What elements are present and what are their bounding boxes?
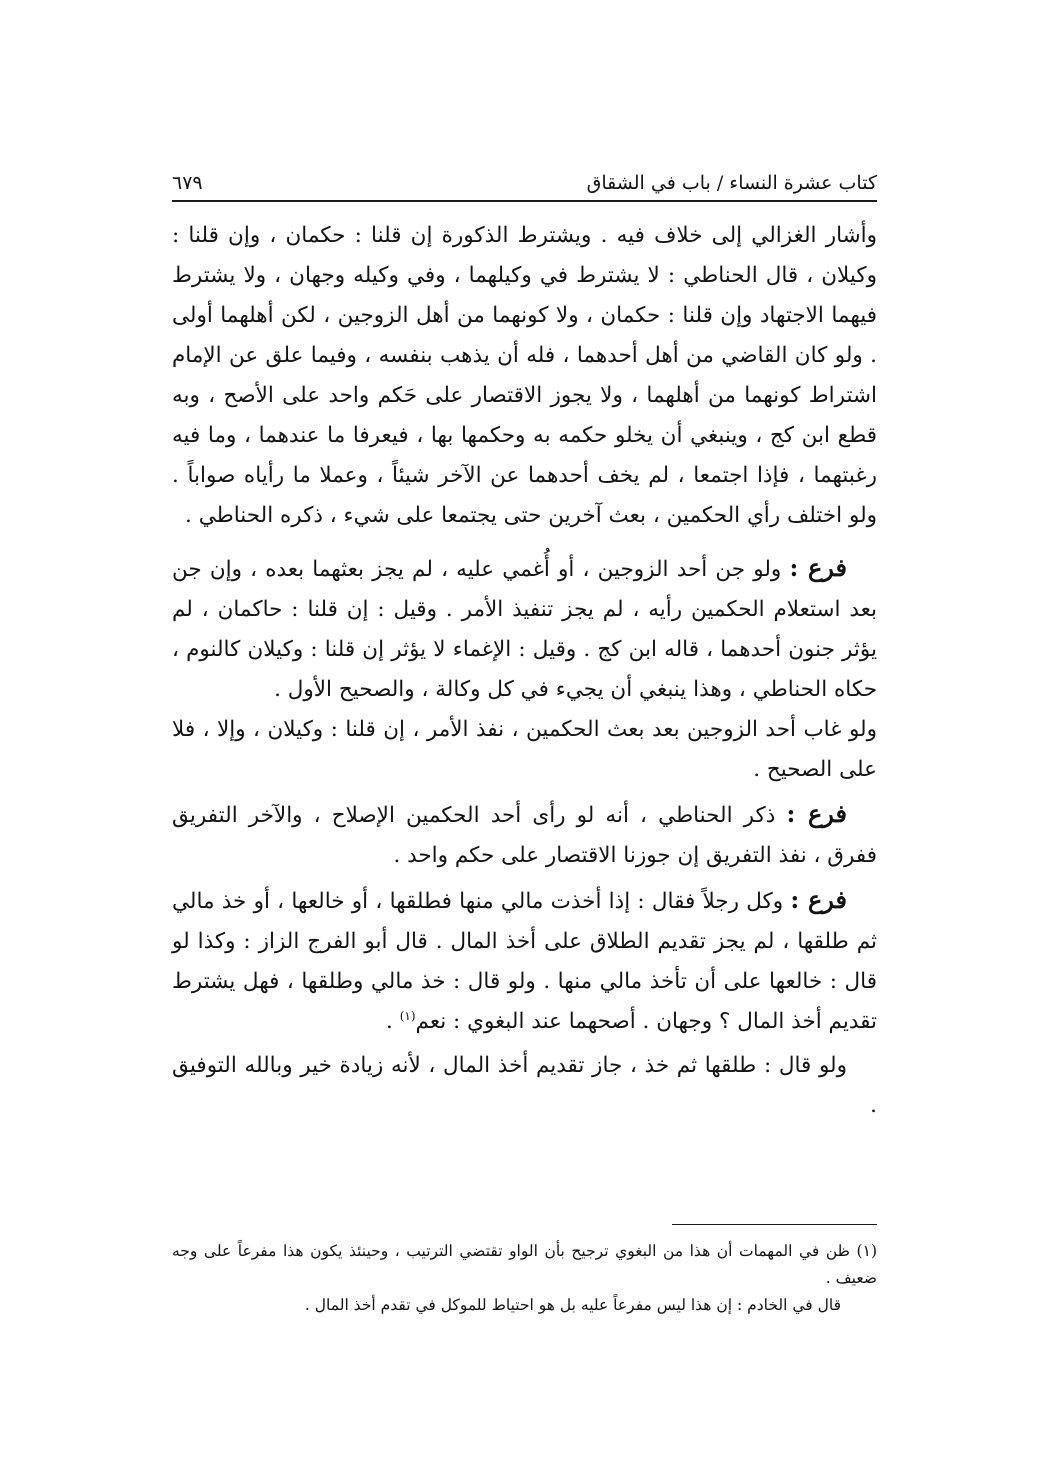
paragraph-text: ولو قال : طلقها ثم خذ ، جاز تقديم أخذ المال ، لأنه زيادة خير وبالله التوفيق . — [172, 1053, 877, 1118]
paragraph-text: وأشار الغزالي إلى خلاف فيه . ويشترط الذكورة إن قلنا : حكمان ، وإن قلنا : وكيلان ، قال الحناطي : لا يشترط في وكيلهما ، وفي وكيله وجهان ، ولا يشترط فيهما الاجتهاد وإن قلنا : حكمان ، ولا كونهما من أهل الزوجين ، لكن أهلهما أولى . ولو كان القاضي من أهل أحدهما ، فله أن يذهب بنفسه ، وفيما علق عن الإمام اشتراط كونهما من أهلهما ، ولا يجوز الاقتصار على حَكم واحد على الأصح ، وبه قطع ابن كج ، وينبغي أن يخلو حكمه به وحكمها بها ، فيعرفا ما عندهما ، وما فيه رغبتهما ، فإذا اجتمعا ، لم يخف أحدهما عن الآخر شيئاً ، وعملا ما رأياه صواباً . ولو اختلف رأي الحكمين ، بعث آخرين حتى يجتمعا على شيء ، ذكره الحناطي . — [172, 223, 877, 528]
footnotes — [172, 1238, 877, 1319]
footnote-rule — [672, 1224, 877, 1225]
section-keyword: فرع : — [786, 799, 847, 828]
paragraph-3 — [172, 710, 877, 790]
footnote-marker[interactable]: (١) — [399, 1008, 416, 1023]
footnote-1-continued: قال في الخادم : إن هذا ليس مفرعاً عليه بل هو احتياط للموكل في تقدم أخذ المال . — [304, 1296, 841, 1314]
page-number: ٦٧٩ — [172, 172, 203, 194]
paragraph-text: ولو جن أحد الزوجين ، أو أُغمي عليه ، لم يجز بعثهما بعده ، وإن جن بعد استعلام الحكمين رأيه ، لم يجز تنفيذ الأمر . وقيل : إن قلنا : حاكمان ، لم يؤثر جنون أحدهما ، قاله ابن كج . وقيل : الإغماء لا يؤثر إن قلنا : وكيلان كالنوم ، حكاه الحناطي ، وهذا ينبغي أن يجيء في كل وكالة ، والصحيح الأول . — [172, 557, 877, 702]
section-keyword: فرع : — [790, 885, 847, 914]
paragraph-1 — [172, 216, 877, 536]
header-rule — [172, 200, 877, 202]
main-text — [172, 216, 877, 1126]
section-keyword: فرع : — [789, 553, 848, 582]
paragraph-text: ولو غاب أحد الزوجين بعد بعث الحكمين ، نفذ الأمر ، إن قلنا : وكيلان ، وإلا ، فلا على الصحيح . — [172, 717, 877, 782]
paragraph-2 — [172, 548, 877, 710]
chapter-title: كتاب عشرة النساء / باب في الشقاق — [586, 172, 877, 194]
paragraph-4 — [172, 794, 877, 876]
running-header — [172, 158, 877, 194]
paragraph-tail: . — [386, 1009, 400, 1034]
paragraph-text: ذكر الحناطي ، أنه لو رأى أحد الحكمين الإصلاح ، والآخر التفريق ففرق ، نفذ التفريق إن جوزنا الاقتصار على حكم واحد . — [172, 803, 877, 868]
paragraph-5 — [172, 880, 877, 1042]
footnote-1: (١) ظن في المهمات أن هذا من البغوي ترجيح بأن الواو تقتضي الترتيب ، وحينئذ يكون هذا مفرعاً على وجه ضعيف . — [172, 1242, 877, 1287]
paragraph-6 — [172, 1046, 877, 1126]
paragraph-text: وكل رجلاً فقال : إذا أخذت مالي منها فطلقها ، أو خالعها ، أو خذ مالي ثم طلقها ، لم يجز تقديم الطلاق على أخذ المال . قال أبو الفرج الزاز : وكذا لو قال : خالعها على أن تأخذ مالي منها . ولو قال : خذ مالي وطلقها ، فهل يشترط تقديم أخذ المال ؟ وجهان . أصحهما عند البغوي : نعم — [172, 889, 877, 1034]
